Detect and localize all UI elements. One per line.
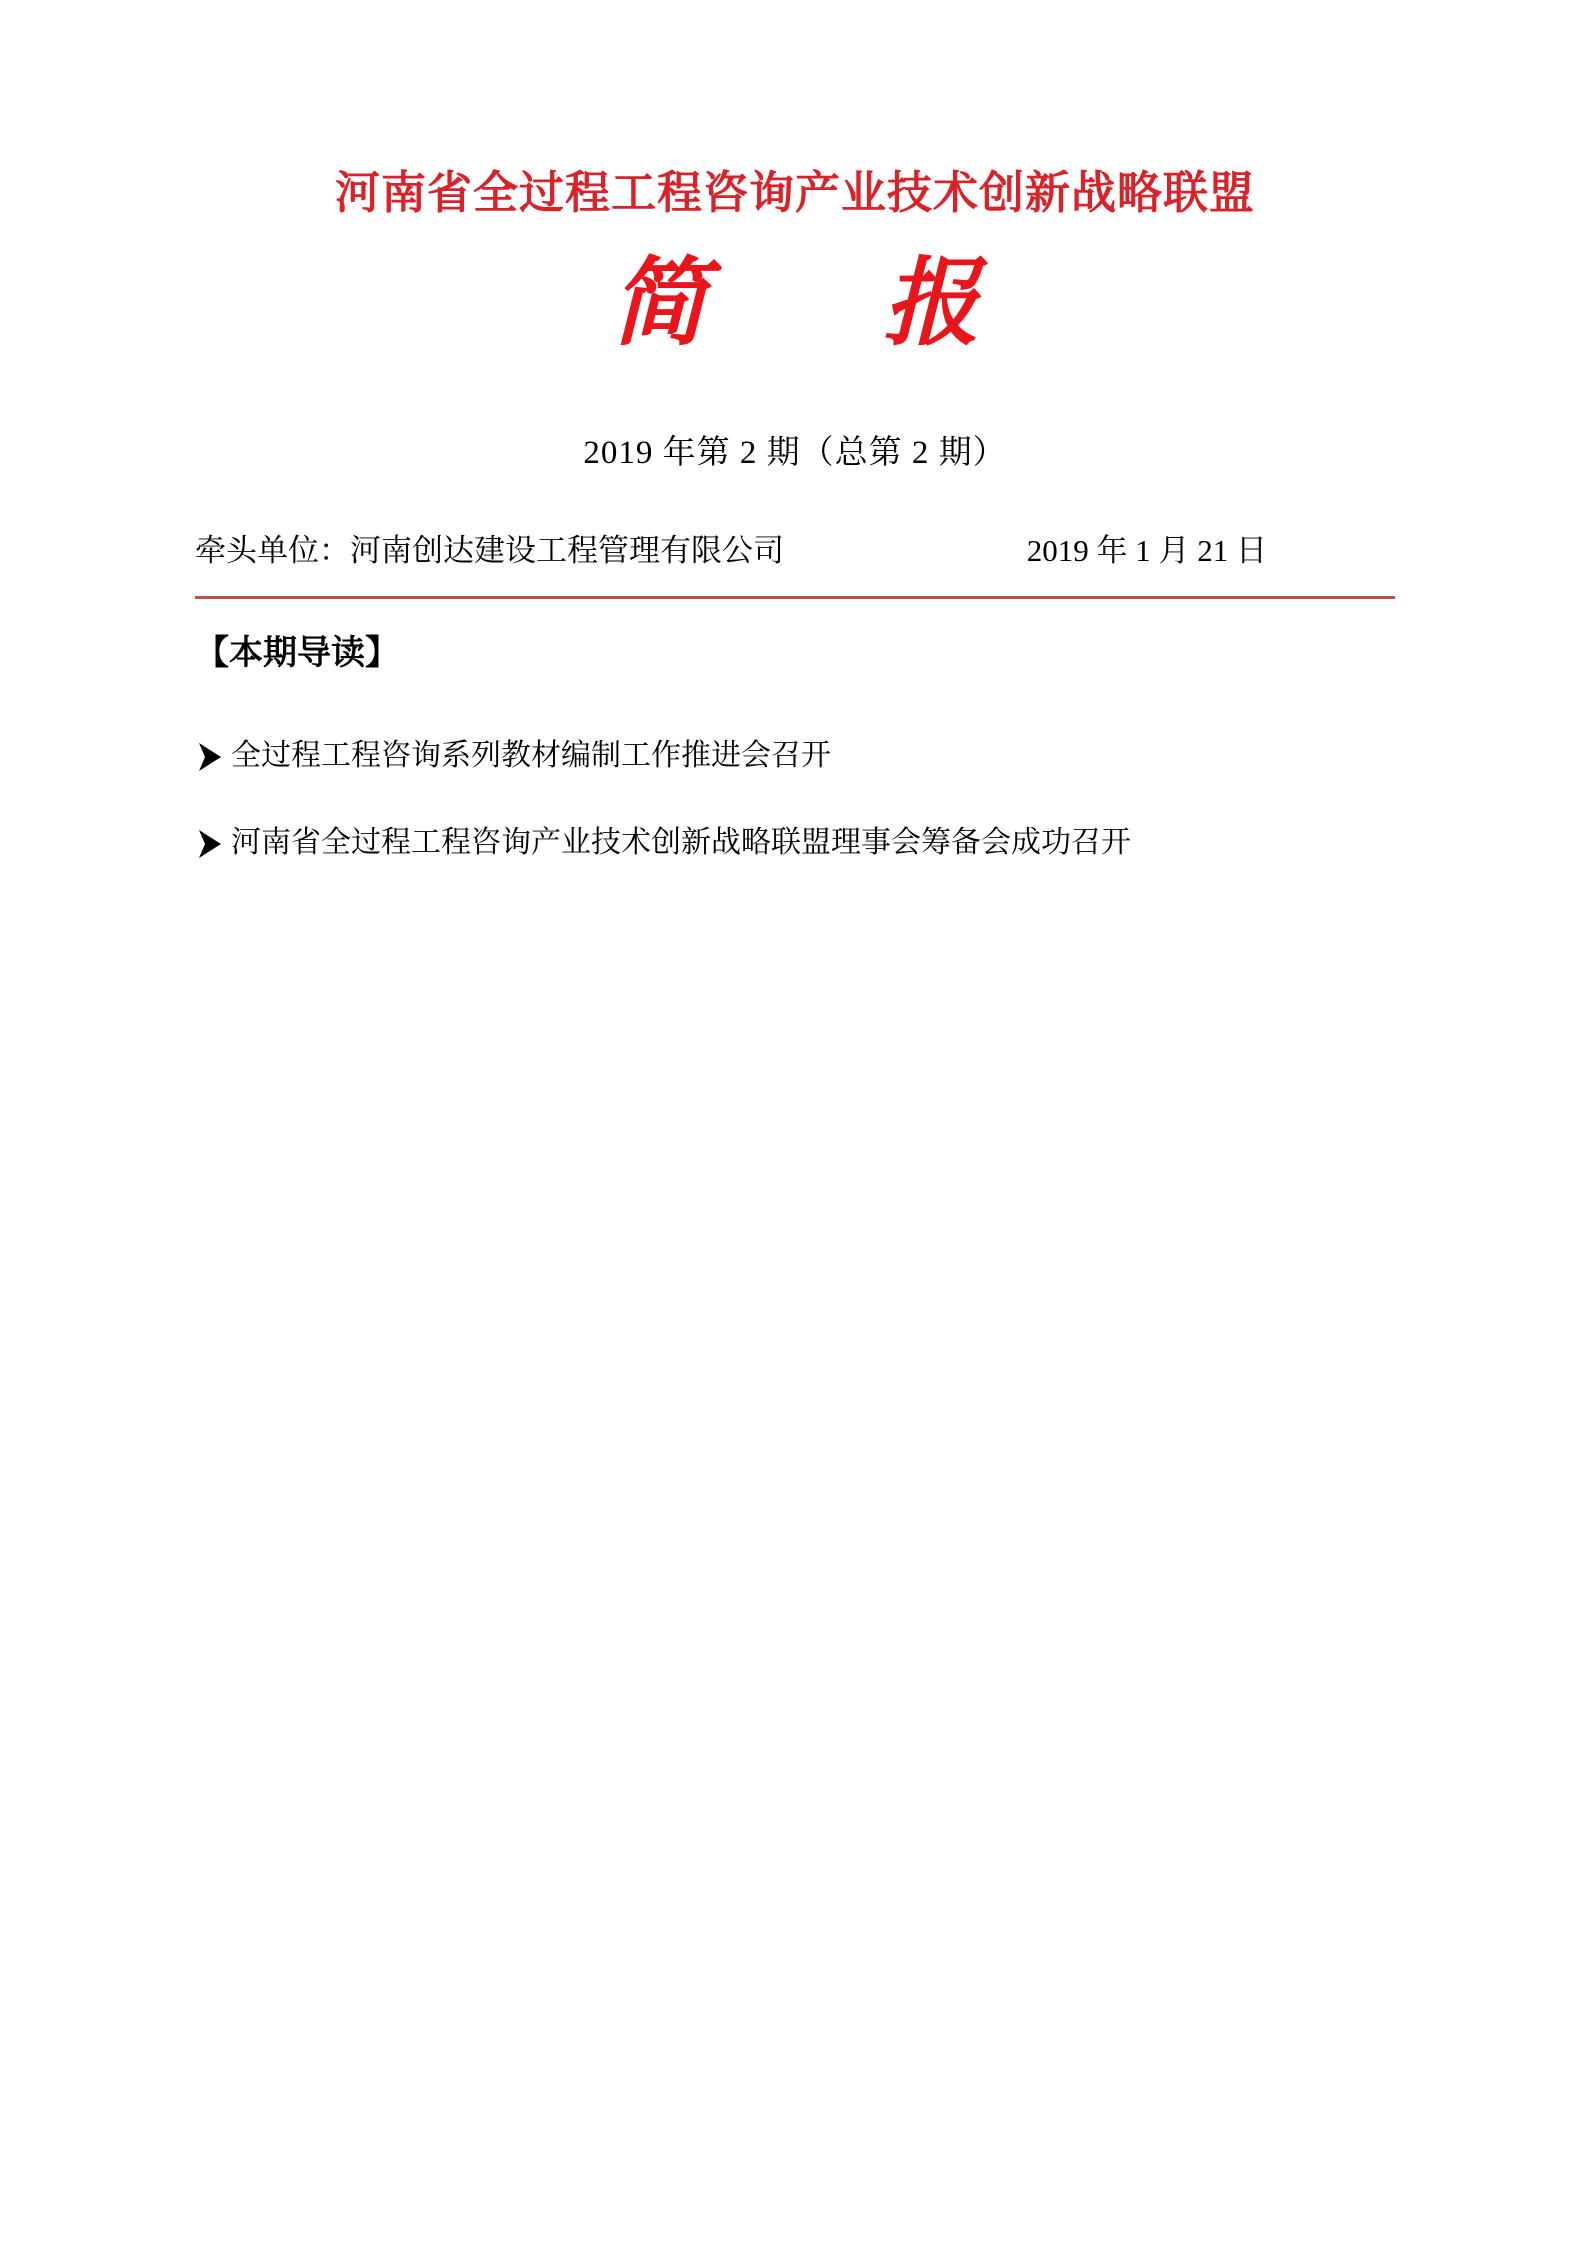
list-item-label: 河南省全过程工程咨询产业技术创新战略联盟理事会筹备会成功召开 xyxy=(231,824,1131,860)
guide-list xyxy=(195,736,1395,862)
issue-date: 2019 年 1 月 21 日 xyxy=(1026,532,1267,568)
list-item-label: 全过程工程咨询系列教材编制工作推进会召开 xyxy=(231,737,831,773)
arrow-bullet-icon xyxy=(195,827,225,861)
arrow-bullet-icon xyxy=(195,740,225,774)
list-item xyxy=(195,736,1395,775)
masthead-title: 简 报 xyxy=(611,245,1019,359)
list-item xyxy=(195,823,1395,862)
header-divider xyxy=(195,596,1395,599)
guide-section-heading: 【本期导读】 xyxy=(195,632,399,673)
masthead-organization: 河南省全过程工程咨询产业技术创新战略联盟 xyxy=(334,166,1255,219)
meta-row xyxy=(195,525,1395,570)
lead-unit-label: 牵头单位：河南创达建设工程管理有限公司 xyxy=(195,532,784,568)
document-content xyxy=(195,0,1395,910)
issue-number-line: 2019 年第 2 期（总第 2 期） xyxy=(583,434,1007,471)
